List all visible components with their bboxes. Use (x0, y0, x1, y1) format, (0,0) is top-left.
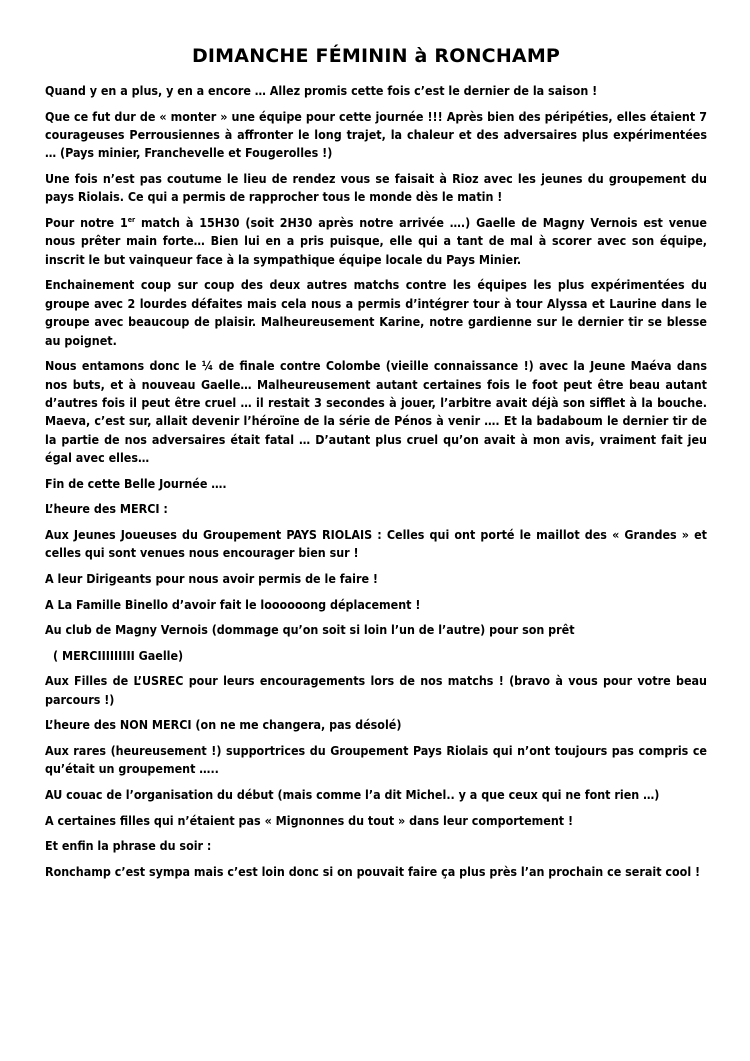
paragraph-intro: Quand y en a plus, y en a encore … Allez promis cette fois c’est le dernier de la saison ! (45, 83, 598, 98)
paragraph-end-of-day: Fin de cette Belle Journée …. (45, 475, 227, 491)
paragraph-non-merci-girls: A certaines filles qui n’étaient pas « Mignonnes du tout » dans leur comportement ! (45, 812, 574, 828)
paragraph-thanks-usrec: Aux Filles de L’USREC pour leurs encouragements lors de nos matchs ! (bravo à vous pour votre beau parcours !) (45, 673, 707, 707)
paragraph-non-merci-heading: L’heure des NON MERCI (on ne me changera, pas désolé) (45, 717, 402, 733)
paragraph-thanks-gaelle: ( MERCIIIIIIIII Gaelle) (53, 647, 184, 663)
paragraph-quarter-final: Nous entamons donc le ¼ de finale contre Colombe (vieille connaissance !) avec la Jeune Maéva dans nos buts, et à nouveau Gaelle… Malheureusement autant certaines fois le foot peut être beau autant d’autres fois il peut être cruel … il restait 3 secondes à jouer, l’arbitre avait déjà son sifflet à la bouche. Maeva, c’est sur, allait devenir l’héroïne de la série de Pénos à venir …. Et la badaboum le dernier tir de la partie de nos adversaires était fatal … D’autant plus cruel qu’on avait à mon avis, vraiment fait jeu égal avec elles… (45, 358, 707, 466)
paragraph-non-merci-organisation: AU couac de l’organisation du début (mais comme l’a dit Michel.. y a que ceux qui ne font rien …) (45, 787, 660, 802)
paragraph-team: Que ce fut dur de « monter » une équipe pour cette journée !!! Après bien des péripéties, elles étaient 7 courageuses Perrousiennes à affronter le long trajet, la chaleur et des adversaires plus expérimentées … (Pays minier, Franchevelle et Fougerolles !) (45, 108, 707, 161)
document-page (45, 42, 707, 888)
paragraph-meeting: Une fois n’est pas coutume le lieu de rendez vous se faisait à Rioz avec les jeunes du groupement du pays Riolais. Ce qui a permis de rapprocher tous le monde dès le matin ! (45, 171, 707, 205)
paragraph-thanks-family: A La Famille Binello d’avoir fait le loooooong déplacement ! (45, 596, 421, 612)
paragraph-other-matches: Enchainement coup sur coup des deux autres matchs contre les équipes les plus expérimentées du groupe avec 2 lourdes défaites mais cela nous a permis d’intégrer tour à tour Alyssa et Laurine dans le groupe avec beaucoup de plaisir. Malheureusement Karine, notre gardienne sur le dernier tir se blesse au poignet. (45, 277, 707, 348)
ordinal-suffix: er (127, 215, 136, 224)
document-title: DIMANCHE FÉMININ à RONCHAMP (191, 45, 561, 67)
paragraph-first-match (45, 214, 707, 269)
paragraph-thanks-leaders: A leur Dirigeants pour nous avoir permis de le faire ! (45, 571, 378, 587)
paragraph-first-match-start: Pour notre 1 (45, 215, 128, 230)
paragraph-thanks-club: Au club de Magny Vernois (dommage qu’on soit si loin l’un de l’autre) pour son prêt (45, 622, 575, 638)
paragraph-thanks-players: Aux Jeunes Joueuses du Groupement PAYS RIOLAIS : Celles qui ont porté le maillot des « Grandes » et celles qui sont venues nous encourager bien sur ! (45, 527, 707, 561)
paragraph-first-match-rest: match à 15H30 (soit 2H30 après notre arrivée ….) Gaelle de Magny Vernois est venue nous prêter main forte… Bien lui en a pris puisque, elle qui a tant de mal à scorer avec son équipe, inscrit le but vainqueur face à la sympathique équipe locale du Pays Minier. (45, 215, 707, 267)
paragraph-closing: Ronchamp c’est sympa mais c’est loin donc si on pouvait faire ça plus près l’an prochain ce serait cool ! (45, 863, 701, 879)
paragraph-phrase-heading: Et enfin la phrase du soir : (45, 838, 212, 854)
paragraph-thanks-heading: L’heure des MERCI : (45, 501, 168, 517)
paragraph-non-merci-supporters: Aux rares (heureusement !) supportrices du Groupement Pays Riolais qui n’ont toujours pas compris ce qu’était un groupement ….. (45, 743, 707, 777)
